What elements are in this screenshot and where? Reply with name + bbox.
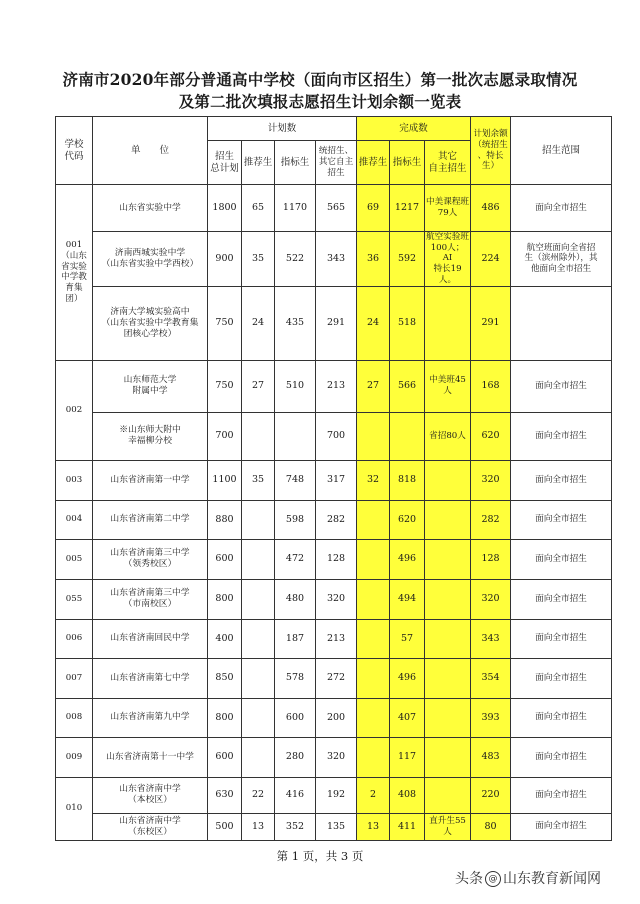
- done-quota-cell: 518: [390, 286, 425, 360]
- scope-cell: [511, 286, 612, 360]
- unit-cell: 济南大学城实验高中 （山东省实验中学教育集 团核心学校）: [93, 286, 208, 360]
- done-quota-cell: 592: [390, 232, 425, 287]
- scope-cell: 面向全市招生: [511, 579, 612, 619]
- done-quota-cell: 117: [390, 737, 425, 777]
- total-plan-cell: 1100: [208, 460, 242, 500]
- table-row: [56, 412, 612, 460]
- header-recommended: 推荐生: [242, 141, 275, 185]
- header-done-group: 完成数: [357, 117, 471, 141]
- table-row: [56, 698, 612, 737]
- scope-cell: 面向全市招生: [511, 619, 612, 658]
- quota-cell: 352: [275, 813, 316, 840]
- page-number: 第 1 页，共 3 页: [276, 849, 364, 863]
- recommended-cell: [242, 412, 275, 460]
- done-other-cell: [425, 286, 471, 360]
- scope-cell: 航空班面向全省招 生（滨州除外），其 他面向全市招生: [511, 232, 612, 287]
- unit-cell: 山东省实验中学: [93, 185, 208, 232]
- unified-other-cell: 135: [316, 813, 357, 840]
- total-plan-cell: 750: [208, 360, 242, 412]
- table-row: [56, 232, 612, 287]
- table-row: [56, 286, 612, 360]
- header-scope: 招生范围: [511, 117, 612, 185]
- unified-other-cell: 343: [316, 232, 357, 287]
- table-row: [56, 737, 612, 777]
- done-other-cell: 中美课程班 79人: [425, 185, 471, 232]
- done-recommended-cell: 36: [357, 232, 390, 287]
- header-done-recommended: 推荐生: [357, 141, 390, 185]
- recommended-cell: 35: [242, 232, 275, 287]
- school-code-cell: 009: [56, 737, 93, 777]
- school-code-cell: 008: [56, 698, 93, 737]
- done-other-cell: [425, 777, 471, 813]
- quota-cell: 472: [275, 539, 316, 579]
- scope-cell: 面向全市招生: [511, 813, 612, 840]
- unit-cell: 济南西城实验中学 （山东省实验中学西校）: [93, 232, 208, 287]
- quota-cell: 522: [275, 232, 316, 287]
- done-recommended-cell: 24: [357, 286, 390, 360]
- unit-cell: 山东省济南回民中学: [93, 619, 208, 658]
- school-code-cell: 004: [56, 500, 93, 539]
- total-plan-cell: 800: [208, 698, 242, 737]
- recommended-cell: [242, 579, 275, 619]
- source-watermark: [455, 868, 601, 888]
- scope-cell: 面向全市招生: [511, 777, 612, 813]
- unit-cell: 山东省济南第七中学: [93, 658, 208, 698]
- done-quota-cell: 496: [390, 539, 425, 579]
- done-other-cell: [425, 460, 471, 500]
- quota-cell: 480: [275, 579, 316, 619]
- total-plan-cell: 750: [208, 286, 242, 360]
- scope-cell: 面向全市招生: [511, 698, 612, 737]
- quota-cell: 578: [275, 658, 316, 698]
- remaining-cell: 220: [471, 777, 511, 813]
- done-recommended-cell: 13: [357, 813, 390, 840]
- done-recommended-cell: 27: [357, 360, 390, 412]
- done-quota-cell: 496: [390, 658, 425, 698]
- recommended-cell: [242, 619, 275, 658]
- unified-other-cell: 320: [316, 579, 357, 619]
- table-row: [56, 777, 612, 813]
- done-other-cell: [425, 698, 471, 737]
- quota-cell: 600: [275, 698, 316, 737]
- recommended-cell: 65: [242, 185, 275, 232]
- remaining-cell: 282: [471, 500, 511, 539]
- remaining-cell: 343: [471, 619, 511, 658]
- done-other-cell: [425, 737, 471, 777]
- recommended-cell: 22: [242, 777, 275, 813]
- done-recommended-cell: 2: [357, 777, 390, 813]
- done-quota-cell: 620: [390, 500, 425, 539]
- done-other-cell: [425, 619, 471, 658]
- scope-cell: 面向全市招生: [511, 185, 612, 232]
- done-quota-cell: 411: [390, 813, 425, 840]
- unified-other-cell: 282: [316, 500, 357, 539]
- header-total-plan: 招生 总计划: [208, 141, 242, 185]
- quota-cell: 598: [275, 500, 316, 539]
- recommended-cell: 27: [242, 360, 275, 412]
- remaining-cell: 224: [471, 232, 511, 287]
- done-quota-cell: 494: [390, 579, 425, 619]
- remaining-cell: 486: [471, 185, 511, 232]
- total-plan-cell: 850: [208, 658, 242, 698]
- unified-other-cell: 213: [316, 619, 357, 658]
- table-row: [56, 185, 612, 232]
- unified-other-cell: 317: [316, 460, 357, 500]
- total-plan-cell: 900: [208, 232, 242, 287]
- done-other-cell: [425, 539, 471, 579]
- table-row: [56, 619, 612, 658]
- scope-cell: 面向全市招生: [511, 460, 612, 500]
- done-quota-cell: 407: [390, 698, 425, 737]
- school-code-cell: 006: [56, 619, 93, 658]
- school-code-cell: 002: [56, 360, 93, 460]
- done-recommended-cell: [357, 412, 390, 460]
- scope-cell: 面向全市招生: [511, 658, 612, 698]
- unified-other-cell: 200: [316, 698, 357, 737]
- done-other-cell: [425, 658, 471, 698]
- done-other-cell: [425, 579, 471, 619]
- table-row: [56, 500, 612, 539]
- total-plan-cell: 500: [208, 813, 242, 840]
- done-recommended-cell: [357, 579, 390, 619]
- school-code-cell: 005: [56, 539, 93, 579]
- done-other-cell: 航空实验班 100人；AI 特长19人。: [426, 232, 470, 285]
- done-other-cell: 省招80人: [425, 412, 471, 460]
- done-other-cell: 中美班45人: [425, 360, 471, 412]
- remaining-cell: 291: [471, 286, 511, 360]
- header-school-code: 学校 代码: [56, 117, 93, 185]
- done-other-cell: [425, 500, 471, 539]
- unit-cell: 山东省济南第三中学 （领秀校区）: [93, 539, 208, 579]
- unified-other-cell: 128: [316, 539, 357, 579]
- remaining-cell: 620: [471, 412, 511, 460]
- quota-cell: 1170: [275, 185, 316, 232]
- done-recommended-cell: [357, 539, 390, 579]
- done-recommended-cell: [357, 500, 390, 539]
- done-quota-cell: [390, 412, 425, 460]
- quota-cell: 510: [275, 360, 316, 412]
- watermark-prefix: 头条: [455, 871, 483, 887]
- enrollment-table: [55, 116, 612, 841]
- recommended-cell: [242, 500, 275, 539]
- done-quota-cell: 57: [390, 619, 425, 658]
- recommended-cell: [242, 539, 275, 579]
- done-recommended-cell: [357, 698, 390, 737]
- quota-cell: 435: [275, 286, 316, 360]
- total-plan-cell: 600: [208, 737, 242, 777]
- remaining-cell: 320: [471, 460, 511, 500]
- at-icon: @: [485, 871, 501, 887]
- done-quota-cell: 566: [390, 360, 425, 412]
- unified-other-cell: 213: [316, 360, 357, 412]
- scope-cell: 面向全市招生: [511, 412, 612, 460]
- recommended-cell: 35: [242, 460, 275, 500]
- quota-cell: 748: [275, 460, 316, 500]
- remaining-cell: 393: [471, 698, 511, 737]
- recommended-cell: [242, 658, 275, 698]
- table-row: [56, 460, 612, 500]
- total-plan-cell: 630: [208, 777, 242, 813]
- unit-cell: 山东省济南第十一中学: [93, 737, 208, 777]
- header-quota: 指标生: [275, 141, 316, 185]
- total-plan-cell: 700: [208, 412, 242, 460]
- total-plan-cell: 600: [208, 539, 242, 579]
- done-recommended-cell: 69: [357, 185, 390, 232]
- school-code-cell: 010: [56, 777, 93, 840]
- remaining-cell: 168: [471, 360, 511, 412]
- recommended-cell: 13: [242, 813, 275, 840]
- remaining-cell: 128: [471, 539, 511, 579]
- table-row: [56, 813, 612, 840]
- scope-cell: 面向全市招生: [511, 360, 612, 412]
- unified-other-cell: 700: [316, 412, 357, 460]
- table-row: [56, 658, 612, 698]
- table-row: [56, 579, 612, 619]
- watermark-name: 山东教育新闻网: [503, 871, 601, 887]
- quota-cell: 280: [275, 737, 316, 777]
- table-row: [56, 360, 612, 412]
- header-unit: 单 位: [93, 117, 208, 185]
- done-quota-cell: 1217: [390, 185, 425, 232]
- unified-other-cell: 272: [316, 658, 357, 698]
- header-unified-other: 统招生、 其它自主 招生: [316, 141, 357, 185]
- done-recommended-cell: [357, 619, 390, 658]
- done-recommended-cell: 32: [357, 460, 390, 500]
- quota-cell: [275, 412, 316, 460]
- recommended-cell: 24: [242, 286, 275, 360]
- header-done-other: 其它 自主招生: [425, 141, 471, 185]
- done-quota-cell: 818: [390, 460, 425, 500]
- scope-cell: 面向全市招生: [511, 539, 612, 579]
- quota-cell: 416: [275, 777, 316, 813]
- done-recommended-cell: [357, 658, 390, 698]
- school-code-cell: 003: [56, 460, 93, 500]
- scope-cell: 面向全市招生: [511, 737, 612, 777]
- unit-cell: 山东省济南中学 （东校区）: [93, 813, 208, 840]
- document-title-line1: 济南市2020年部分普通高中学校（面向市区招生）第一批次志愿录取情况: [62, 70, 578, 89]
- unit-cell: 山东省济南第一中学: [93, 460, 208, 500]
- unified-other-cell: 565: [316, 185, 357, 232]
- done-recommended-cell: [357, 737, 390, 777]
- remaining-cell: 320: [471, 579, 511, 619]
- done-other-cell: 直升生55人: [425, 813, 471, 840]
- unified-other-cell: 320: [316, 737, 357, 777]
- school-code-cell: 007: [56, 658, 93, 698]
- remaining-cell: 80: [471, 813, 511, 840]
- unit-cell: 山东省济南中学 （本校区）: [93, 777, 208, 813]
- unit-cell: 山东省济南第三中学 （市南校区）: [93, 579, 208, 619]
- unified-other-cell: 192: [316, 777, 357, 813]
- header-plan-group: 计划数: [208, 117, 357, 141]
- header-row-1: [56, 117, 612, 141]
- quota-cell: 187: [275, 619, 316, 658]
- unit-cell: ※山东师大附中 幸福柳分校: [93, 412, 208, 460]
- remaining-cell: 483: [471, 737, 511, 777]
- remaining-cell: 354: [471, 658, 511, 698]
- header-done-quota: 指标生: [390, 141, 425, 185]
- recommended-cell: [242, 737, 275, 777]
- unified-other-cell: 291: [316, 286, 357, 360]
- school-code-cell: 055: [56, 579, 93, 619]
- recommended-cell: [242, 698, 275, 737]
- table-row: [56, 539, 612, 579]
- scope-cell: 面向全市招生: [511, 500, 612, 539]
- header-remaining: 计划余额 （统招生 、特长 生）: [471, 117, 511, 185]
- document-title-line2: 及第二批次填报志愿招生计划余额一览表: [178, 92, 462, 111]
- school-code-cell: 001 （山东 省实验 中学教 育集 团）: [56, 185, 93, 361]
- done-quota-cell: 408: [390, 777, 425, 813]
- total-plan-cell: 400: [208, 619, 242, 658]
- unit-cell: 山东师范大学 附属中学: [93, 360, 208, 412]
- unit-cell: 山东省济南第二中学: [93, 500, 208, 539]
- total-plan-cell: 1800: [208, 185, 242, 232]
- unit-cell: 山东省济南第九中学: [93, 698, 208, 737]
- total-plan-cell: 880: [208, 500, 242, 539]
- total-plan-cell: 800: [208, 579, 242, 619]
